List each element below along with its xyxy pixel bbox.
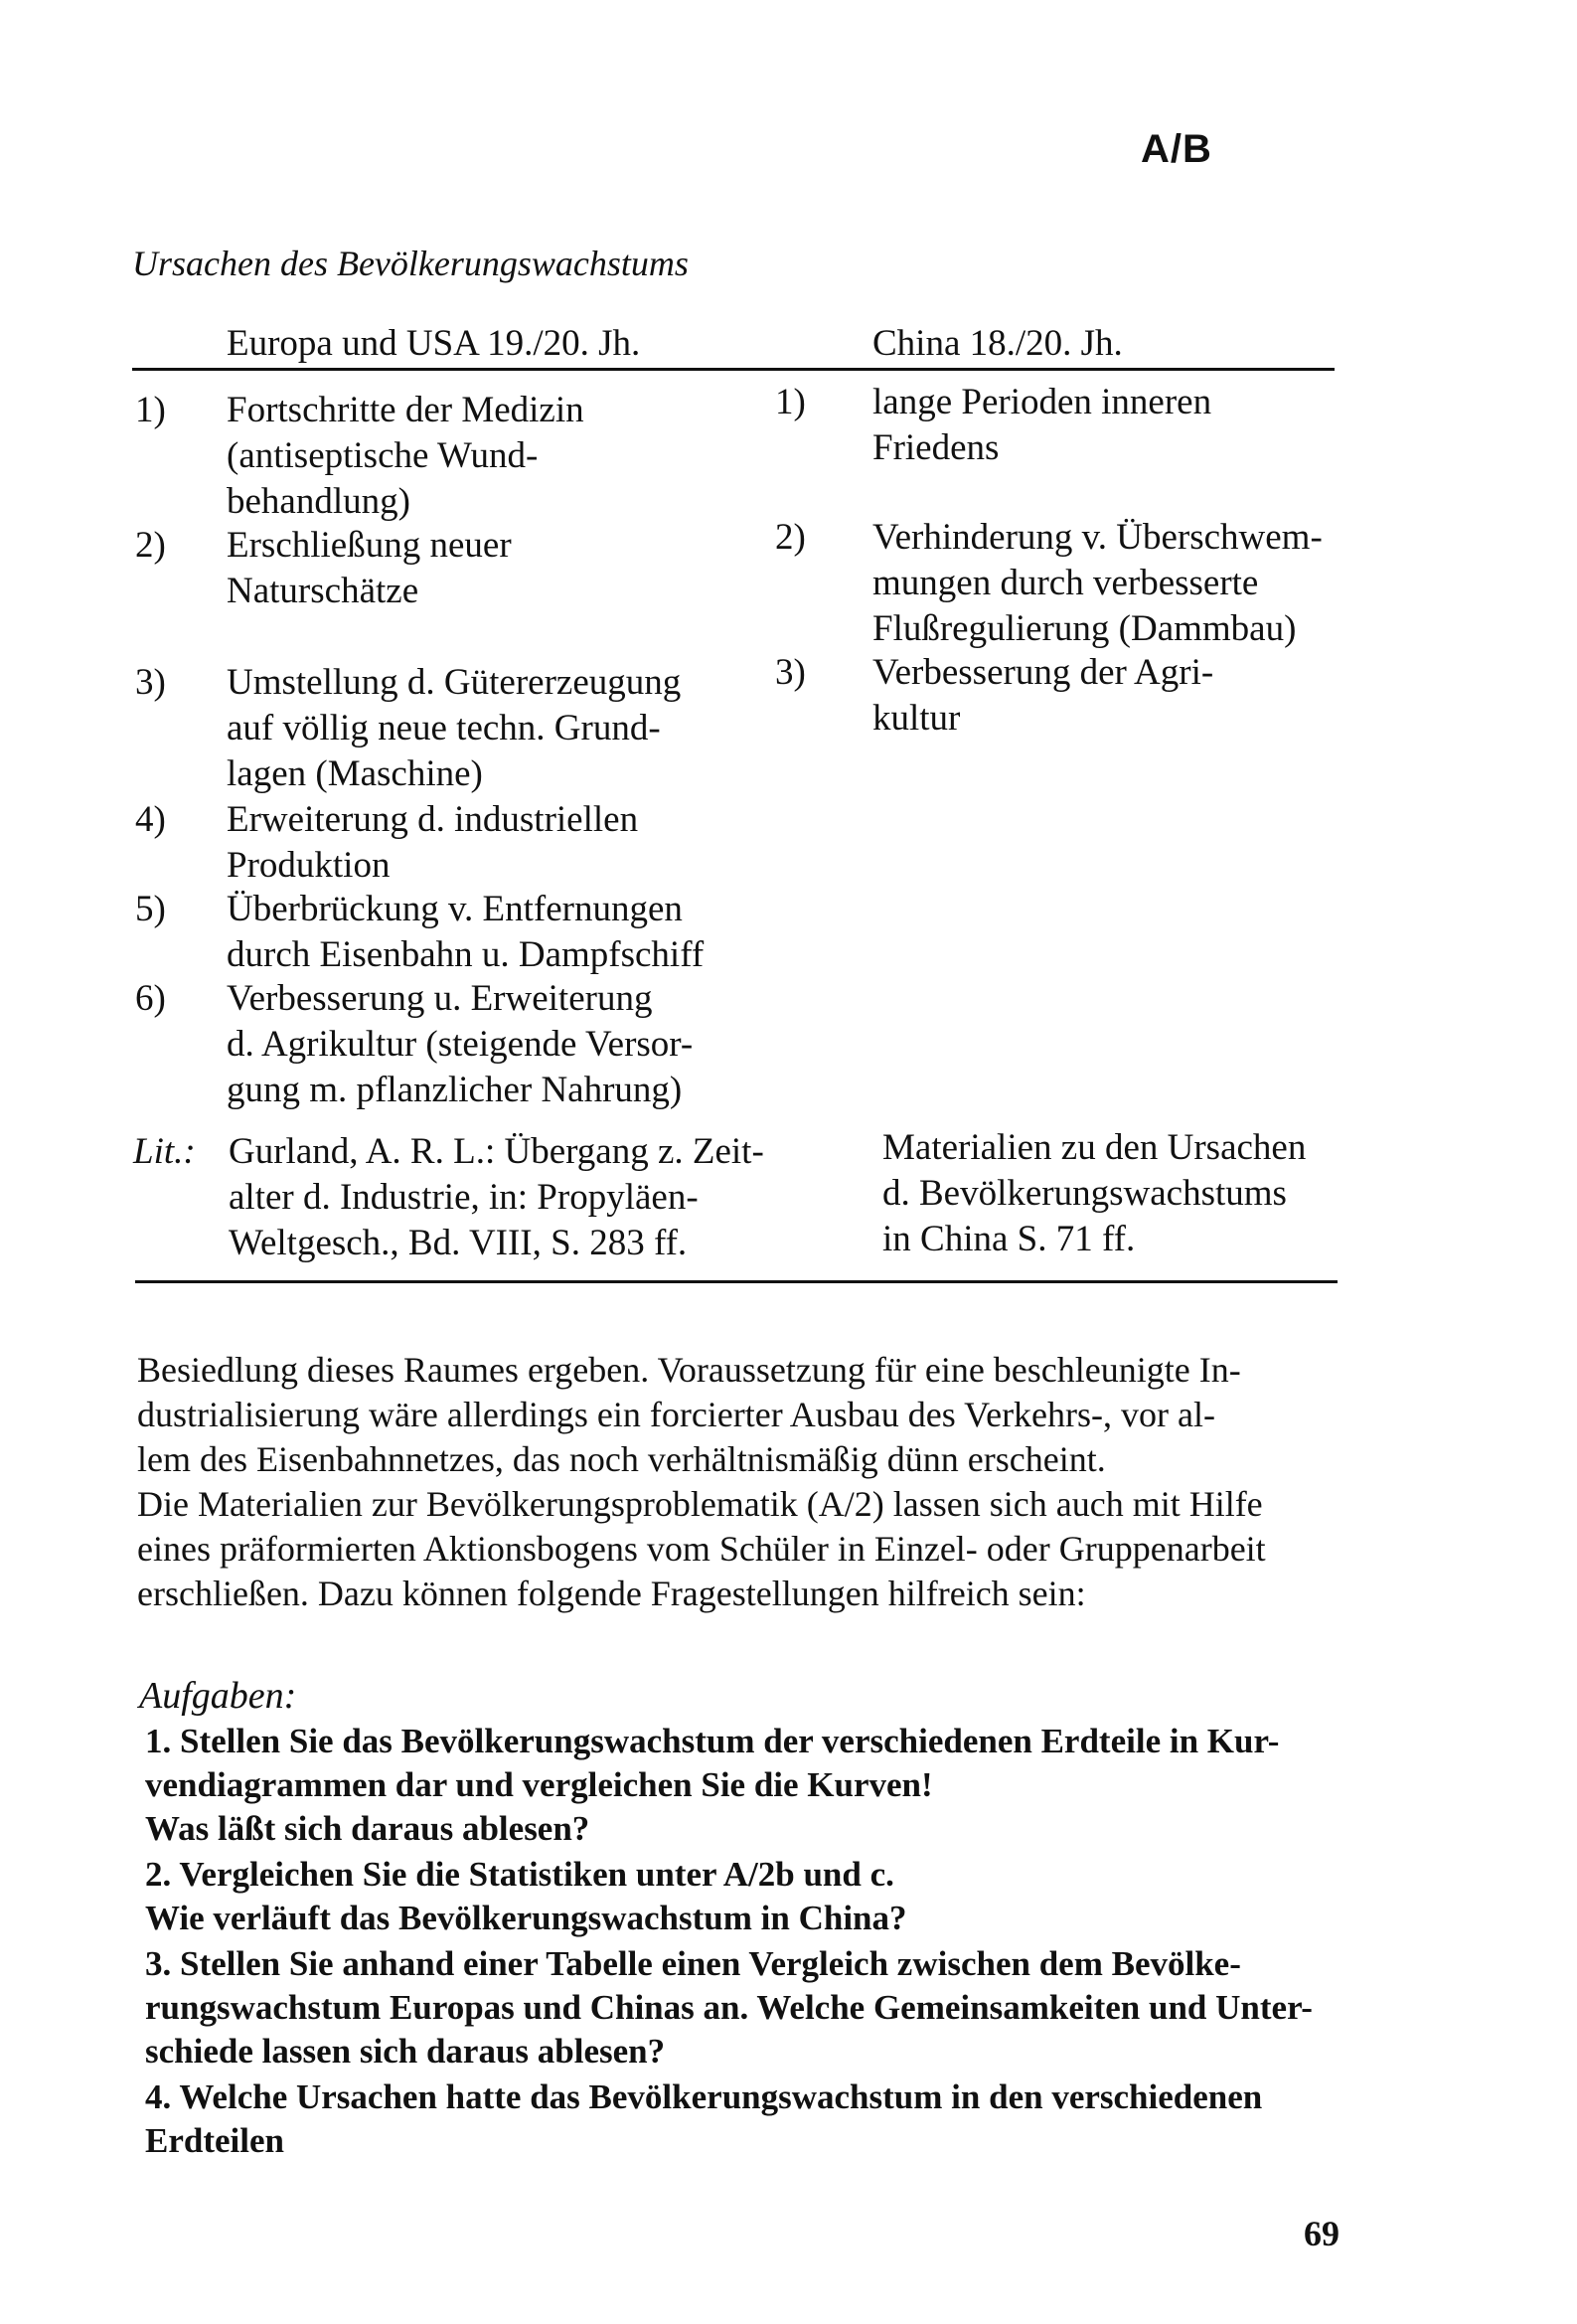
europe-item-number: 4)	[135, 799, 166, 840]
europe-item-number: 3)	[135, 662, 166, 703]
europe-item-number: 5)	[135, 889, 166, 929]
section-tag: A/B	[1141, 127, 1212, 171]
europe-item: Fortschritte der Medizin (antiseptische Wund- behandlung)	[227, 390, 584, 522]
task-item: 2. Vergleichen Sie die Statistiken unter A/2b und c. Wie verläuft das Bevölkerungswachstum in China?	[145, 1855, 907, 1937]
china-materials-reference: Materialien zu den Ursachen d. Bevölkerungswachstums in China S. 71 ff.	[882, 1127, 1307, 1259]
china-item: Verhinderung v. Überschwem- mungen durch verbesserte Flußregulierung (Dammbau)	[872, 517, 1323, 649]
europe-item: Erschließung neuer Naturschätze	[227, 525, 512, 611]
literature-label: Lit.:	[133, 1131, 196, 1172]
europe-item-number: 1)	[135, 390, 166, 430]
china-item-number: 3)	[775, 652, 806, 693]
europe-item: Verbesserung u. Erweiterung d. Agrikultur (steigende Versor- gung m. pflanzlicher Nahrung)	[227, 978, 694, 1110]
china-item: Verbesserung der Agri- kultur	[872, 652, 1214, 739]
table-title: Ursachen des Bevölkerungswachstums	[132, 244, 689, 283]
table-bottom-rule	[135, 1280, 1338, 1283]
europe-item: Umstellung d. Gütererzeugung auf völlig neue techn. Grund- lagen (Maschine)	[227, 662, 682, 794]
column-header-china: China 18./20. Jh.	[872, 323, 1123, 364]
tasks-heading: Aufgaben:	[139, 1675, 297, 1717]
china-item: lange Perioden inneren Friedens	[872, 382, 1212, 468]
china-item-number: 2)	[775, 517, 806, 558]
column-header-europe: Europa und USA 19./20. Jh.	[227, 323, 641, 364]
china-item-number: 1)	[775, 382, 806, 422]
europe-item-number: 6)	[135, 978, 166, 1019]
europe-item: Erweiterung d. industriellen Produktion	[227, 799, 639, 886]
europe-item: Überbrückung v. Entfernungen durch Eisenbahn u. Dampfschiff	[227, 889, 705, 975]
europe-item-number: 2)	[135, 525, 166, 566]
table-header-rule	[132, 368, 1335, 371]
task-item: 1. Stellen Sie das Bevölkerungswachstum der verschiedenen Erdteile in Kur- vendiagrammen dar und vergleichen Sie die Kurven! Was läßt sich daraus ablesen?	[145, 1722, 1280, 1848]
body-paragraph: Besiedlung dieses Raumes ergeben. Voraussetzung für eine beschleunigte In- dustrialisierung wäre allerdings ein forcierter Ausbau des Verkehrs-, vor al- lem des Eisenbahnnetzes, das noch verhältnismäßig dünn erscheint. Die Materialien zur Bevölkerungsproblematik (A/2) lassen sich auch mit Hilfe eines präformierten Aktionsbogens vom Schüler in Einzel- oder Gruppenarbeit erschließen. Dazu können folgende Fragestellungen hilfreich sein:	[137, 1350, 1266, 1613]
literature-reference: Gurland, A. R. L.: Übergang z. Zeit- alter d. Industrie, in: Propyläen- Weltgesch., Bd. VIII, S. 283 ff.	[229, 1131, 764, 1263]
task-item: 4. Welche Ursachen hatte das Bevölkerungswachstum in den verschiedenen Erdteilen	[145, 2077, 1263, 2160]
page-number: 69	[1304, 2214, 1340, 2253]
task-item: 3. Stellen Sie anhand einer Tabelle einen Vergleich zwischen dem Bevölke- rungswachstum Europas und Chinas an. Welche Gemeinsamkeiten und Unter- schiede lassen sich daraus ablesen?	[145, 1944, 1313, 2071]
